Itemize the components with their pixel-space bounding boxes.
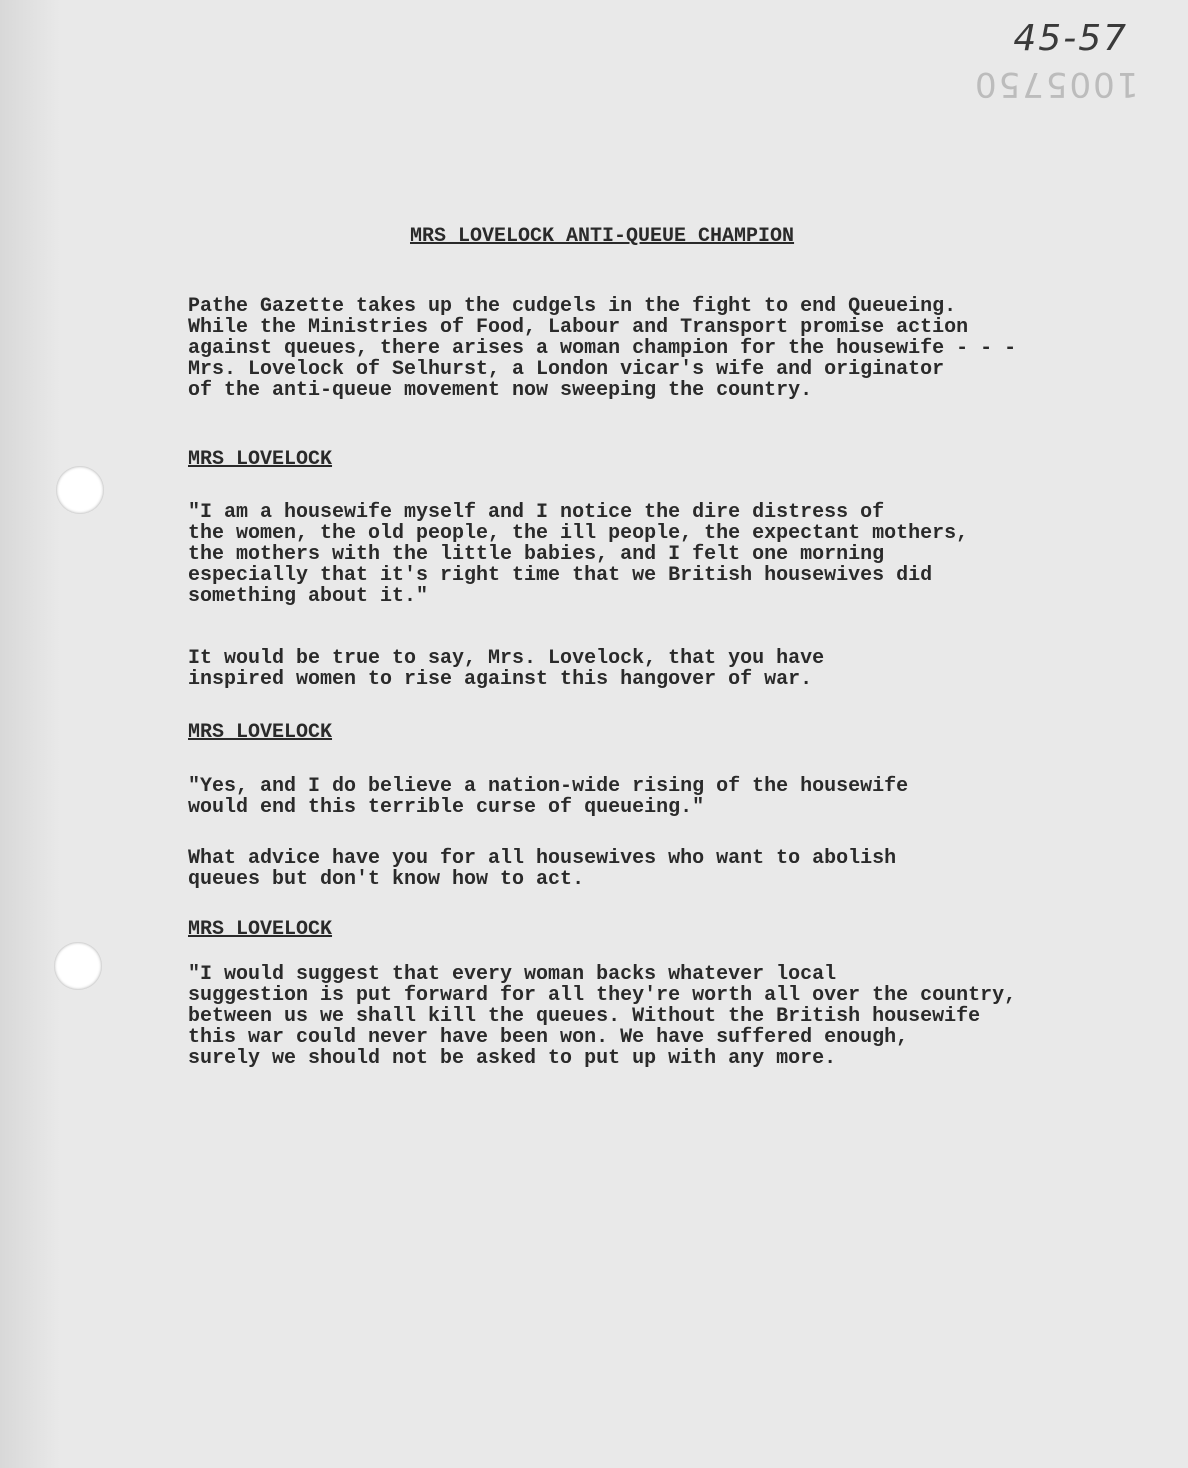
question-paragraph: It would be true to say, Mrs. Lovelock, that you have inspired women to rise against this hangover of war. [188,647,825,691]
question-paragraph: What advice have you for all housewives who want to abolish queues but don't know how to act. [188,847,897,891]
answer-paragraph: "I am a housewife myself and I notice the dire distress of the women, the old people, the ill people, the expectant mothers, the mothers with the little babies, and I felt one morning especially that it's right time that we British housewives did something about it." [188,501,969,608]
punch-hole [54,942,102,990]
page-fold-shadow [0,0,60,1468]
handwritten-reference: 45-57 [1013,18,1128,59]
speaker-label: MRS LOVELOCK [188,918,333,941]
punch-hole [56,466,104,514]
speaker-label: MRS LOVELOCK [188,721,333,744]
intro-paragraph: Pathe Gazette takes up the cudgels in the fight to end Queueing. While the Ministries of Food, Labour and Transport promise action against queues, there arises a woman champion for the housewife - - - Mrs. Lovelock of Selhurst, a London vicar's wife and originator of the anti-queue movement now sweeping the country. [188,295,1017,402]
speaker-label: MRS LOVELOCK [188,448,333,471]
answer-paragraph: "I would suggest that every woman backs whatever local suggestion is put forward for all they're worth all over the country, between us we shall kill the queues. Without the British housewife this war could never have been won. We have suffered enough, surely we should not be asked to put up with any more. [188,963,1017,1070]
answer-paragraph: "Yes, and I do believe a nation-wide rising of the housewife would end this terrible curse of queueing." [188,775,909,819]
document-title: MRS LOVELOCK ANTI-QUEUE CHAMPION [410,225,795,248]
reference-stamp: 1005750 [972,64,1138,104]
